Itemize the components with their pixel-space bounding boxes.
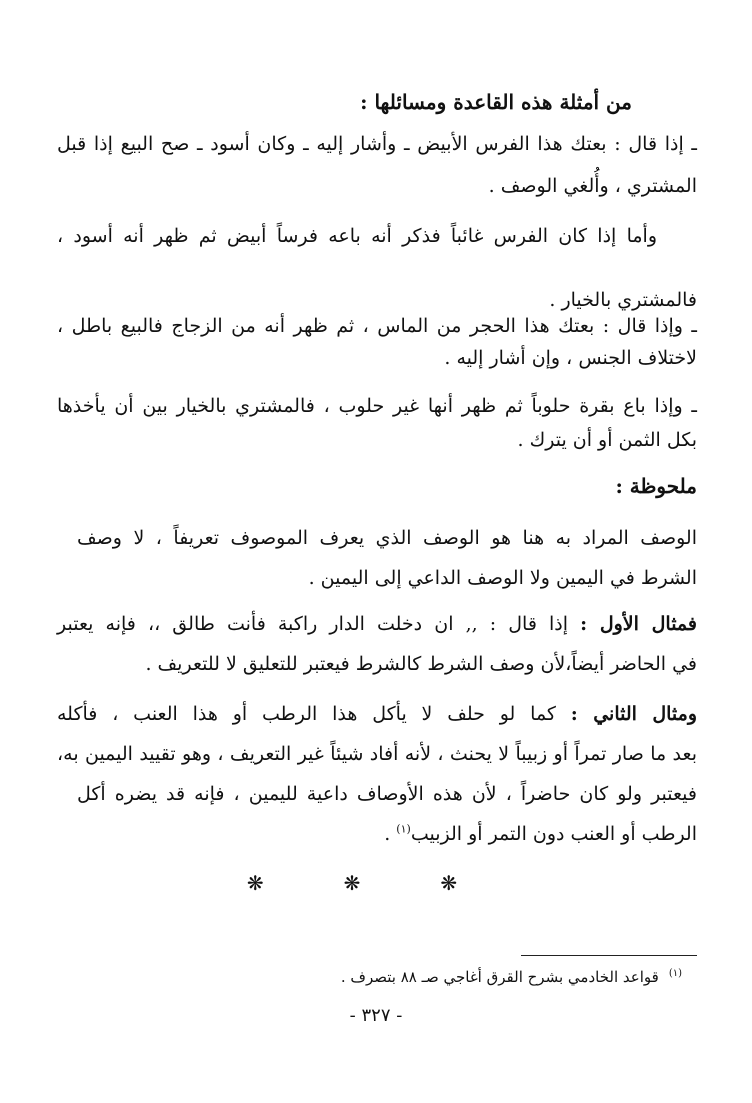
section-heading: من أمثلة هذه القاعدة ومسائلها : <box>360 90 632 114</box>
text-line-1: ـ إذا قال : بعتك هذا الفرس الأبيض ـ وأشار إليه ـ وكان أسود ـ صح البيع إذا قبل <box>57 133 697 155</box>
text-line-5: ـ وإذا قال : بعتك هذا الحجر من الماس ، ثم ظهر أنه من الزجاج فالبيع باطل ، <box>57 315 697 337</box>
text-line-3: وأما إذا كان الفرس غائباً فذكر أنه باعه فرساً أبيض ثم ظهر أنه أسود ، <box>57 225 657 247</box>
note-heading: ملحوظة : <box>615 474 697 498</box>
separator-star-icon: ❋ <box>343 871 409 895</box>
text-line-12: في الحاضر أيضاً،لأن وصف الشرط كالشرط فيعتبر للتعليق لا للتعريف . <box>145 653 697 675</box>
footnote-mark: (١) <box>668 968 682 979</box>
separator-star-icon: ❋ <box>440 871 506 895</box>
line-16-end: . <box>384 823 397 845</box>
separator-star-icon: ❋ <box>246 871 312 895</box>
footnote-reference: (١) <box>396 822 411 836</box>
text-line-15: فيعتبر ولو كان حاضراً ، لأن هذه الأوصاف داعية لليمين ، فإنه قد يضره أكل <box>77 783 697 805</box>
text-line-4: فالمشتري بالخيار . <box>549 289 697 311</box>
footnote <box>341 966 682 988</box>
text-line-13 <box>57 700 697 728</box>
footnote-divider <box>521 955 697 956</box>
text-line-11 <box>57 610 697 638</box>
text-line-8: بكل الثمن أو أن يترك . <box>517 429 697 451</box>
text-line-6: لاختلاف الجنس ، وإن أشار إليه . <box>444 347 697 369</box>
second-example-label: ومثال الثاني : <box>570 703 697 725</box>
footnote-text: قواعد الخادمي بشرح القرق أغاجي صـ ٨٨ بتصرف . <box>340 968 659 986</box>
text-line-7: ـ وإذا باع بقرة حلوباً ثم ظهر أنها غير حلوب ، فالمشتري بالخيار بين أن يأخذها <box>57 395 697 417</box>
text-line-16 <box>57 820 697 848</box>
first-example-label: فمثال الأول : <box>580 613 697 635</box>
first-example-text: إذا قال : ,, ان دخلت الدار راكبة فأنت طالق ،، فإنه يعتبر <box>57 613 581 635</box>
second-example-text: كما لو حلف لا يأكل هذا الرطب أو هذا العنب ، فأكله <box>57 703 571 725</box>
text-line-14: بعد ما صار تمراً أو زبيباً لا يحنث ، لأنه أفاد شيئاً غير التعريف ، وهو تقييد اليمين به، <box>57 743 697 765</box>
text-line-2: المشتري ، وأُلغي الوصف . <box>488 175 697 197</box>
text-line-10: الشرط في اليمين ولا الوصف الداعي إلى اليمين . <box>308 567 697 589</box>
page-number: - ٣٢٧ - <box>349 1005 403 1026</box>
text-line-9: الوصف المراد به هنا هو الوصف الذي يعرف الموصوف تعريفاً ، لا وصف <box>77 527 697 549</box>
line-16-text: الرطب أو العنب دون التمر أو الزبيب <box>410 823 697 845</box>
section-separator <box>0 871 752 895</box>
